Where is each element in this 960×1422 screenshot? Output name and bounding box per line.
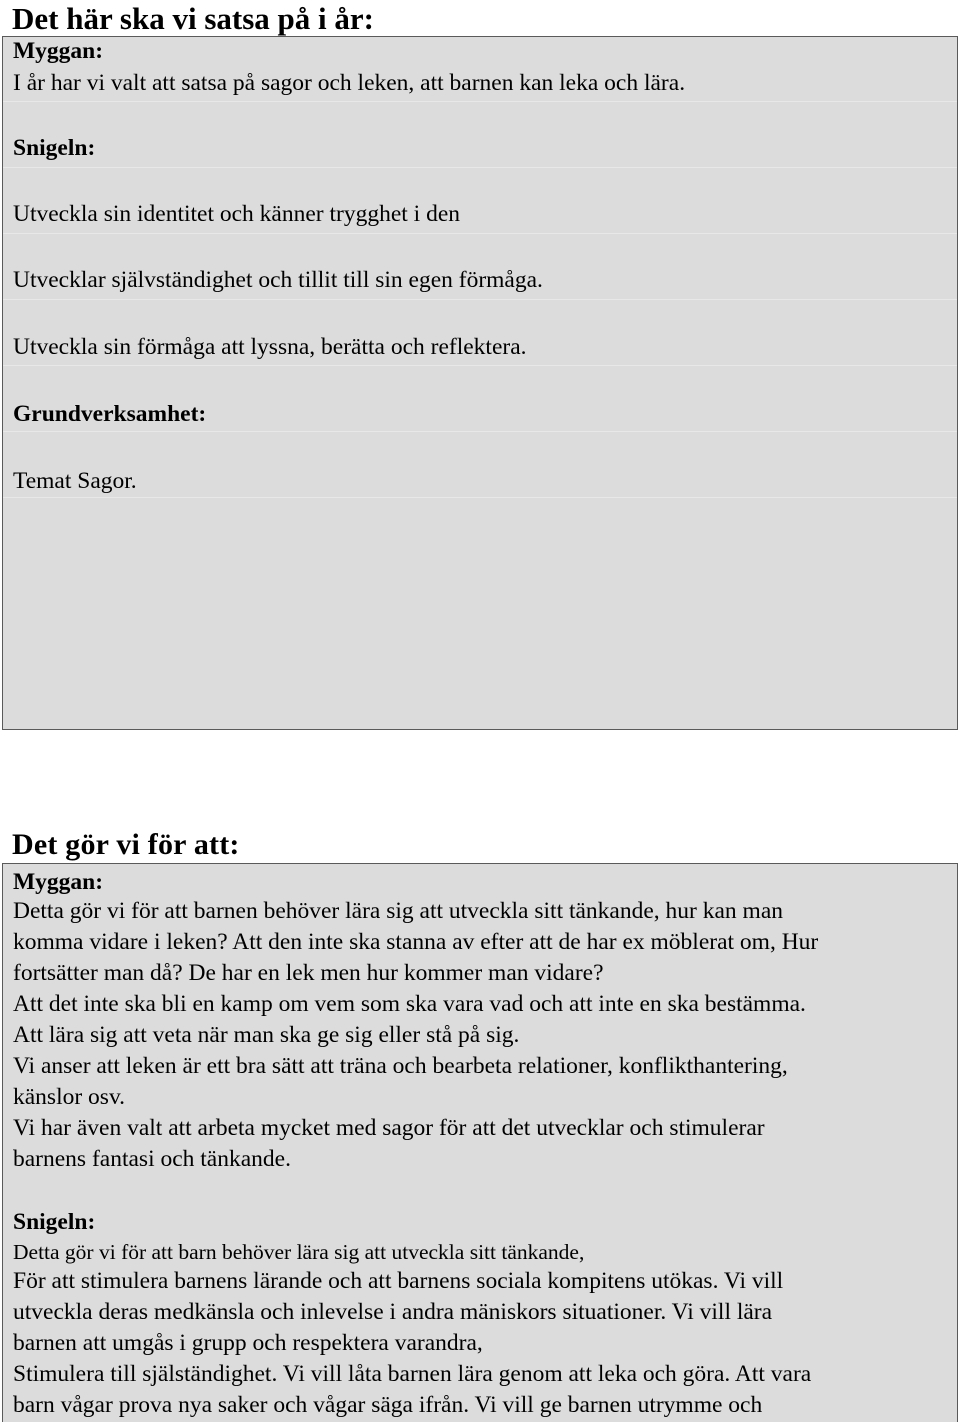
myggan-line: Detta gör vi för att barnen behöver lära sig att utveckla sitt tänkande, hur kan man — [13, 898, 784, 924]
ruled-line — [3, 299, 957, 300]
snigeln-line: utveckla deras medkänsla och inlevelse i andra mäniskors situationer. Vi vill lära — [13, 1299, 773, 1325]
ruled-line — [3, 101, 957, 102]
myggan-line: barnens fantasi och tänkande. — [13, 1146, 291, 1172]
section1-heading: Det här ska vi satsa på i år: — [12, 1, 374, 36]
myggan-label: Myggan: — [13, 38, 104, 64]
snigeln-line: Stimulera till själständighet. Vi vill låta barnen lära genom att leka och göra. Att vara — [13, 1361, 812, 1387]
snigeln-line: barnen att umgås i grupp och respektera varandra, — [13, 1330, 483, 1356]
section2-heading: Det gör vi för att: — [12, 828, 240, 861]
ruled-line — [3, 167, 957, 168]
snigeln-line: För att stimulera barnens lärande och att barnens sociala kompitens utökas. Vi vill — [13, 1268, 784, 1294]
snigeln-label: Snigeln: — [13, 135, 96, 161]
myggan-line: Vi anser att leken är ett bra sätt att träna och bearbeta relationer, konflikthantering, — [13, 1053, 788, 1079]
ruled-line — [3, 431, 957, 432]
snigeln-line: barn vågar prova nya saker och vågar säga ifrån. Vi vill ge barnen utrymme och — [13, 1392, 763, 1418]
snigeln-label: Snigeln: — [13, 1209, 96, 1235]
myggan-text: I år har vi valt att satsa på sagor och leken, att barnen kan leka och lära. — [13, 70, 686, 96]
ruled-line — [3, 497, 957, 498]
snigeln-line: Utveckla sin förmåga att lyssna, berätta och reflektera. — [13, 334, 527, 360]
myggan-line: fortsätter man då? De har en lek men hur kommer man vidare? — [13, 960, 604, 986]
ruled-line — [3, 233, 957, 234]
myggan-line: Att det inte ska bli en kamp om vem som ska vara vad och att inte en ska bestämma. — [13, 991, 806, 1017]
myggan-line: Att lära sig att veta när man ska ge sig eller stå på sig. — [13, 1022, 520, 1048]
myggan-line: Vi har även valt att arbeta mycket med sagor för att det utvecklar och stimulerar — [13, 1115, 765, 1141]
section1-box — [2, 36, 958, 730]
snigeln-line: Utveckla sin identitet och känner trygghet i den — [13, 201, 461, 227]
snigeln-first-line: Detta gör vi för att barn behöver lära sig att utveckla sitt tänkande, — [13, 1240, 585, 1264]
grundverksamhet-label: Grundverksamhet: — [13, 401, 207, 427]
section2-box — [2, 863, 958, 1422]
snigeln-line: Utvecklar självständighet och tillit till sin egen förmåga. — [13, 267, 543, 293]
ruled-line — [3, 365, 957, 366]
myggan-line: känslor osv. — [13, 1084, 126, 1110]
myggan-line: komma vidare i leken? Att den inte ska stanna av efter att de har ex möblerat om, Hur — [13, 929, 819, 955]
myggan-label: Myggan: — [13, 869, 104, 895]
grundverksamhet-text: Temat Sagor. — [13, 468, 137, 494]
